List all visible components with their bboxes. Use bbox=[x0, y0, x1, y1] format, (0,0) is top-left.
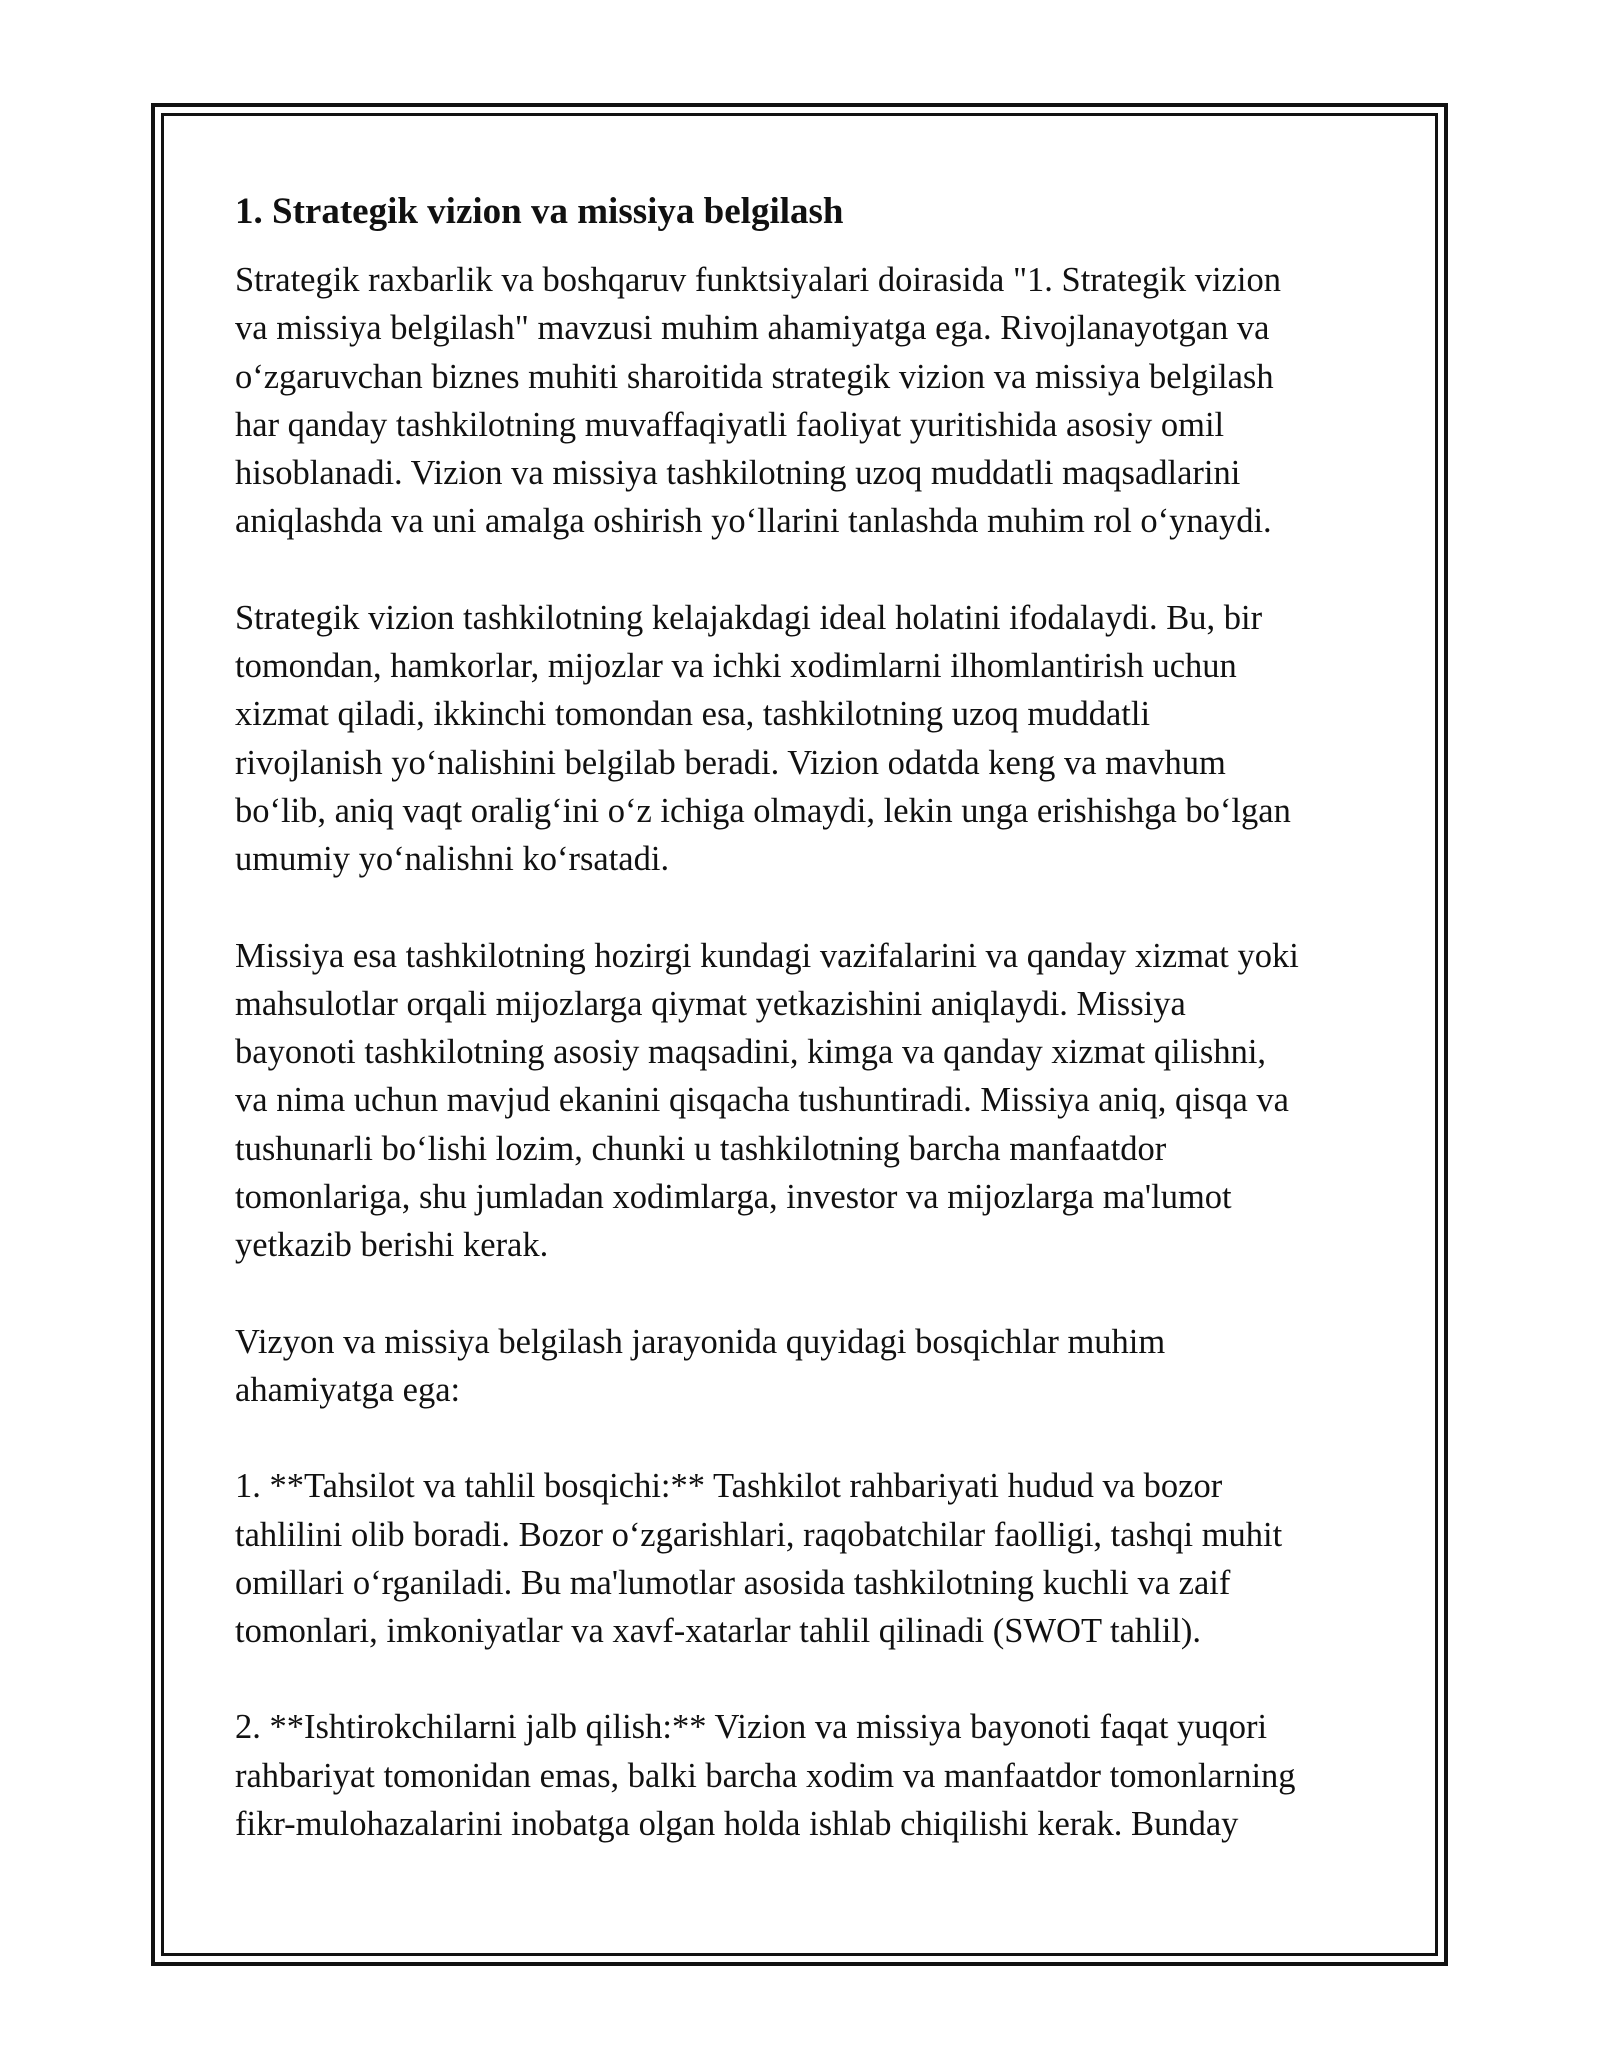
paragraph-vision: Strategik vizion tashkilotning kelajakdagi ideal holatini ifodalaydi. Bu, bir tomondan, hamkorlar, mijozlar va ichki xodimlarni ilhomlantirish uchun xizmat qiladi, ikkinchi tomondan esa, tashkilotning uzoq muddatli rivojlanish yo‘nalishini belgilab beradi. Vizion odatda keng va mavhum bo‘lib, aniq vaqt oralig‘ini o‘z ichiga olmaydi, lekin unga erishishga bo‘lgan umumiy yo‘nalishni ko‘rsatadi. bbox=[235, 598, 1291, 879]
paragraph-stage-2: 2. **Ishtirokchilarni jalb qilish:** Vizion va missiya bayonoti faqat yuqori rahbariyat tomonidan emas, balki barcha xodim va manfaatdor tomonlarning fikr-mulohazalarini inobatga olgan holda ishlab chiqilishi kerak. Bunday bbox=[235, 1708, 1296, 1844]
paragraph-stages-intro: Vizyon va missiya belgilash jarayonida quyidagi bosqichlar muhim ahamiyatga ega: bbox=[235, 1322, 1166, 1409]
document-body bbox=[235, 188, 1375, 1896]
paragraph-stage-1: 1. **Tahsilot va tahlil bosqichi:** Tashkilot rahbariyati hudud va bozor tahlilini olib boradi. Bozor o‘zgarishlari, raqobatchilar faolligi, tashqi muhit omillari o‘rganiladi. Bu ma'lumotlar asosida tashkilotning kuchli va zaif tomonlari, imkoniyatlar va xavf-xatarlar tahlil qilinadi (SWOT tahlil). bbox=[235, 1467, 1283, 1651]
section-heading: 1. Strategik vizion va missiya belgilash bbox=[235, 191, 844, 232]
paragraph-mission: Missiya esa tashkilotning hozirgi kundagi vazifalarini va qanday xizmat yoki mahsulotlar orqali mijozlarga qiymat yetkazishini aniqlaydi. Missiya bayonoti tashkilotning asosiy maqsadini, kimga va qanday xizmat qilishni, va nima uchun mavjud ekanini qisqacha tushuntiradi. Missiya aniq, qisqa va tushunarli bo‘lishi lozim, chunki u tashkilotning barcha manfaatdor tomonlariga, shu jumladan xodimlarga, investor va mijozlarga ma'lumot yetkazib berishi kerak. bbox=[235, 936, 1299, 1265]
paragraph-intro: Strategik raxbarlik va boshqaruv funktsiyalari doirasida "1. Strategik vizion va missiya belgilash" mavzusi muhim ahamiyatga ega. Rivojlanayotgan va o‘zgaruvchan biznes muhiti sharoitida strategik vizion va missiya belgilash har qanday tashkilotning muvaffaqiyatli faoliyat yuritishida asosiy omil hisoblanadi. Vizion va missiya tashkilotning uzoq muddatli maqsadlarini aniqlashda va uni amalga oshirish yo‘llarini tanlashda muhim rol o‘ynaydi. bbox=[235, 261, 1281, 541]
